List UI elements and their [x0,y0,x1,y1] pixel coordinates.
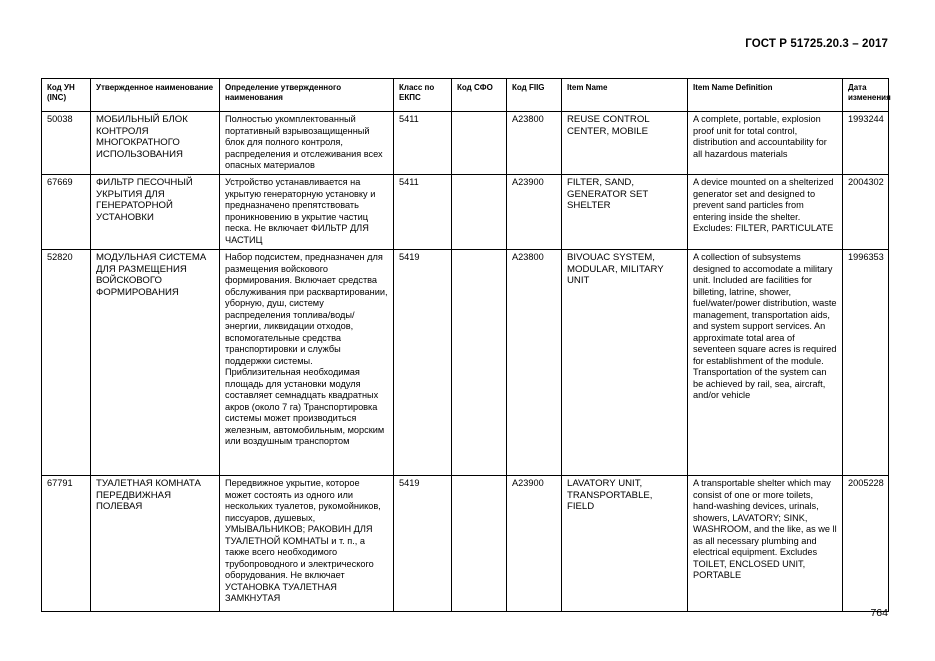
table-row [42,250,889,476]
cell-sfo-code [452,476,507,612]
cell-item-definition: A device mounted on a shelterized generator set and designed to prevent sand particles from entering inside the shelter. Excludes: FILTER, PARTICULATE [688,175,843,250]
cell-item-name: LAVATORY UNIT, TRANSPORTABLE, FIELD [562,476,688,612]
cell-definition: Набор подсистем, предназначен для размещения войскового формирования. Включает средства обслуживания при расквартировании, уборную, душ, систему распределения топлива/воды/энергии, ликвидации отходов, вспомогательные средства транспортировки и службы поддержки системы. Приблизительная необходимая площадь для установки модуля составляет семнадцать квадратных акров (около 7 га) Транспортировка системы может производиться железным, автомобильным, морским или воздушным транспортом [220,250,394,476]
cell-fiig-code: A23900 [507,476,562,612]
column-header-sfo-code: Код СФО [452,79,507,112]
column-header-approved-name: Утвержденное наименование [91,79,220,112]
cell-approved-name: МОБИЛЬНЫЙ БЛОК КОНТРОЛЯ МНОГОКРАТНОГО ИСПОЛЬЗОВАНИЯ [91,112,220,175]
cell-item-name: BIVOUAC SYSTEM, MODULAR, MILITARY UNIT [562,250,688,476]
cell-inc: 52820 [42,250,91,476]
cell-fiig-code: A23800 [507,112,562,175]
cell-definition: Передвижное укрытие, которое может состоять из одного или нескольких туалетов, рукомойников, писсуаров, душевых, УМЫВАЛЬНИКОВ; РАКОВИН ДЛЯ ТУАЛЕТНОЙ КОМНАТЫ и т. п., а также всего необходимого трубопроводного и электрического оборудования. Не включает УСТАНОВКА ТУАЛЕТНАЯ ЗАМКНУТАЯ [220,476,394,612]
cell-definition: Устройство устанавливается на укрытую генераторную установку и предназначено препятствовать проникновению в укрытие частиц песка. Не включает ФИЛЬТР ДЛЯ ЧАСТИЦ [220,175,394,250]
column-header-item-definition: Item Name Definition [688,79,843,112]
column-header-definition: Определение утвержденного наименования [220,79,394,112]
cell-fiig-code: A23800 [507,250,562,476]
cell-change-date: 1996353 [843,250,889,476]
cell-fiig-code: A23900 [507,175,562,250]
cell-ekps-class: 5419 [394,476,452,612]
cell-ekps-class: 5411 [394,112,452,175]
page-number: 764 [870,607,888,619]
cell-approved-name: ФИЛЬТР ПЕСОЧНЫЙ УКРЫТИЯ ДЛЯ ГЕНЕРАТОРНОЙ УСТАНОВКИ [91,175,220,250]
cell-definition: Полностью укомплектованный портативный взрывозащищенный блок для полного контроля, распределения и отслеживания всех опасных материалов [220,112,394,175]
cell-sfo-code [452,112,507,175]
column-header-inc: Код УН (INC) [42,79,91,112]
column-header-fiig-code: Код FIIG [507,79,562,112]
cell-approved-name: ТУАЛЕТНАЯ КОМНАТА ПЕРЕДВИЖНАЯ ПОЛЕВАЯ [91,476,220,612]
document-header: ГОСТ Р 51725.20.3 – 2017 [745,38,888,50]
cell-change-date: 2004302 [843,175,889,250]
cell-inc: 50038 [42,112,91,175]
cell-item-definition: A complete, portable, explosion proof unit for total control, distribution and accountability for all hazardous materials [688,112,843,175]
column-header-change-date: Дата изменения [843,79,889,112]
cell-item-name: REUSE CONTROL CENTER, MOBILE [562,112,688,175]
cell-inc: 67669 [42,175,91,250]
cell-sfo-code [452,175,507,250]
table-row [42,476,889,612]
table-row [42,175,889,250]
cell-sfo-code [452,250,507,476]
cell-ekps-class: 5411 [394,175,452,250]
cell-inc: 67791 [42,476,91,612]
nomenclature-table [41,78,889,612]
cell-item-name: FILTER, SAND, GENERATOR SET SHELTER [562,175,688,250]
column-header-ekps-class: Класс по ЕКПС [394,79,452,112]
table-row [42,112,889,175]
table-header-row [42,79,889,112]
cell-change-date: 1993244 [843,112,889,175]
column-header-item-name: Item Name [562,79,688,112]
cell-ekps-class: 5419 [394,250,452,476]
cell-change-date: 2005228 [843,476,889,612]
cell-item-definition: A collection of subsystems designed to accomodate a military unit. Included are facilities for billeting, latrine, shower, fuel/water/power distribution, waste management, transportation aids, and system support services. An approximate total area of seventeen square acres is required for establishment of the module. Transportation of the system can be achieved by rail, sea, aircraft, and/or vehicle [688,250,843,476]
cell-item-definition: A transportable shelter which may consist of one or more toilets, hand-washing devices, urinals, showers, LAVATORY; SINK, WASHROOM, and the like, as we ll as all necessary plumbing and electrical equipment. Excludes TOILET, ENCLOSED UNIT, PORTABLE [688,476,843,612]
cell-approved-name: МОДУЛЬНАЯ СИСТЕМА ДЛЯ РАЗМЕЩЕНИЯ ВОЙСКОВОГО ФОРМИРОВАНИЯ [91,250,220,476]
